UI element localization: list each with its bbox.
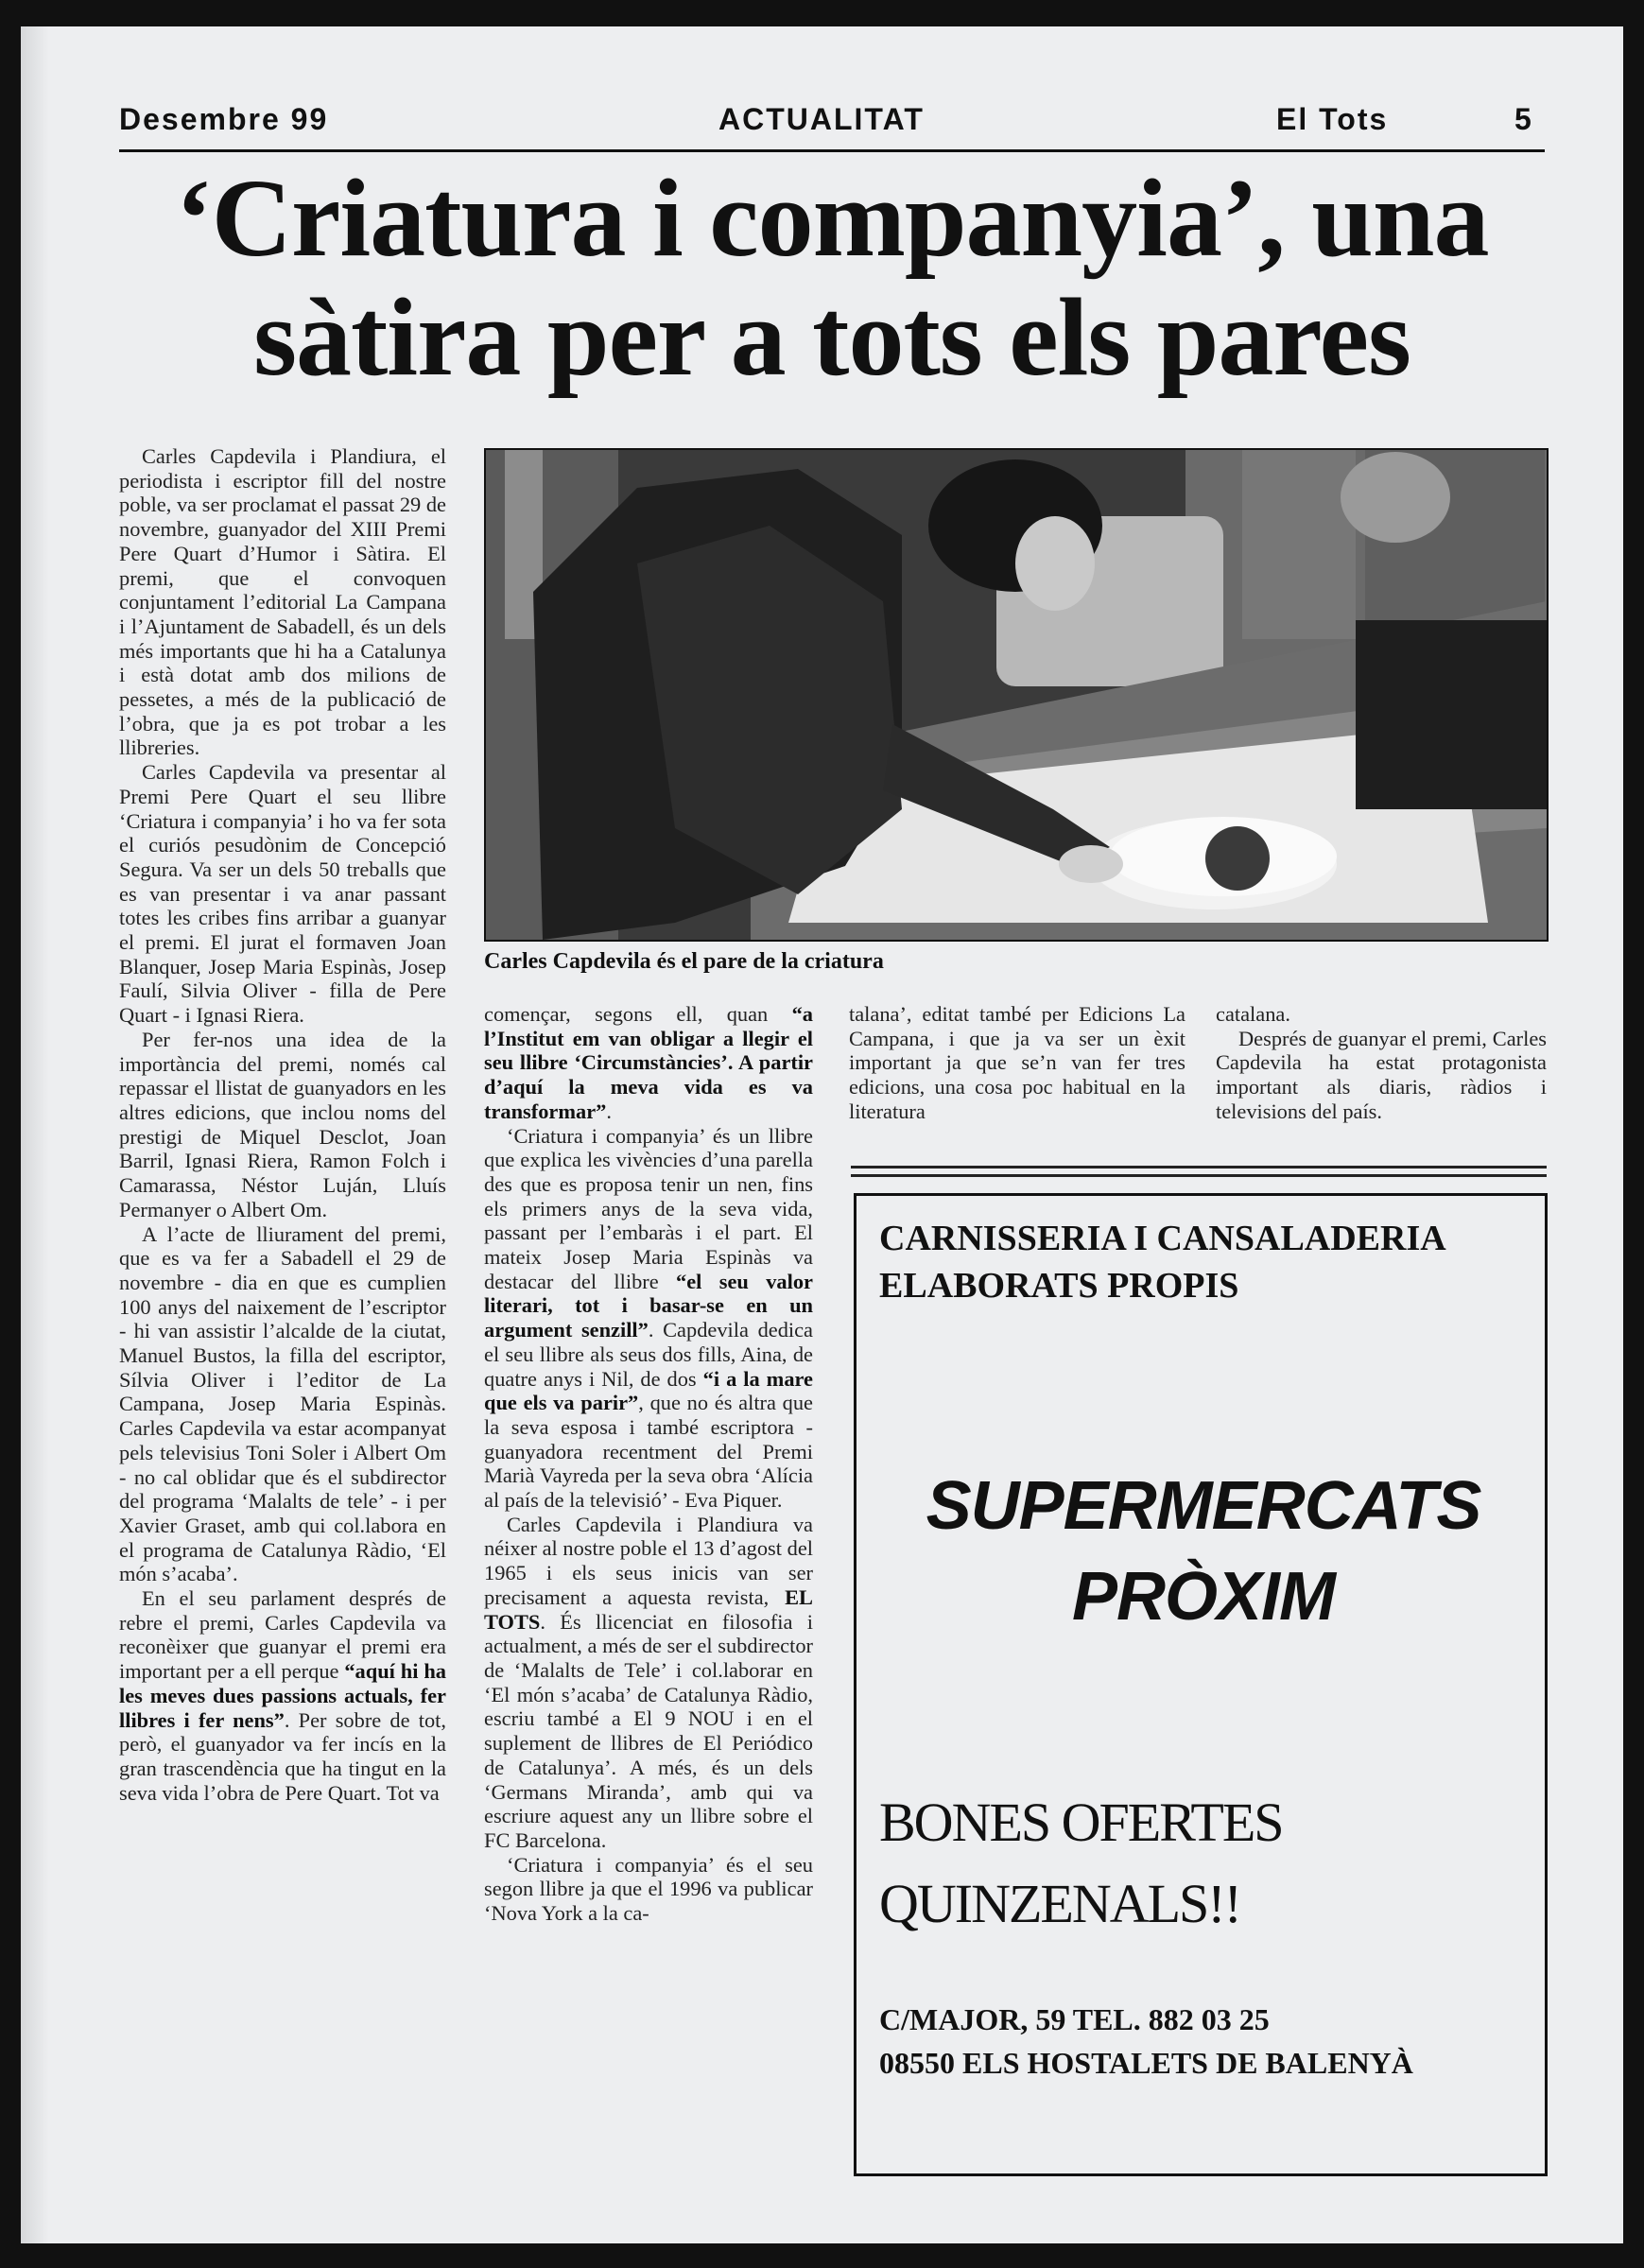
article-paragraph	[484, 1002, 813, 1124]
article-paragraph	[119, 1586, 446, 1805]
headline-line-1: ‘Criatura i companyia’, una	[175, 156, 1489, 280]
photo-caption: Carles Capdevila és el pare de la criatura	[484, 949, 884, 974]
double-rule-divider	[851, 1166, 1547, 1177]
text-run: començar, segons ell, quan	[484, 1002, 792, 1026]
ad-shop-name	[879, 1215, 1532, 1309]
article-paragraph: talana’, editat també per Edicions La Campana, i que ja va ser un èxit important ja que se’n van fer tres edicions, una cosa poc habitual en la literatura	[849, 1002, 1185, 1123]
article-paragraph: Després de guanyar el premi, Carles Capdevila ha estat protagonista important als diaris, ràdios i televisions del país.	[1216, 1026, 1547, 1123]
advertisement-box	[854, 1193, 1548, 2176]
ad-shop-line-1: CARNISSERIA I CANSALADERIA	[879, 1219, 1446, 1258]
headline-line-2: sàtira per a tots els pares	[253, 275, 1410, 399]
bold-run: EL TOTS	[484, 1584, 813, 1634]
article-column-2	[484, 1002, 813, 1926]
header-publication: El Tots	[1276, 102, 1389, 136]
ad-offer-text	[879, 1782, 1532, 1945]
ad-shop-line-2: ELABORATS PROPIS	[879, 1266, 1239, 1306]
header-section: ACTUALITAT	[718, 102, 925, 136]
ad-address-line-2: 08550 ELS HOSTALETS DE BALENYÀ	[879, 2046, 1413, 2080]
ad-brand-line-1: SUPERMERCATS	[926, 1468, 1481, 1544]
headline	[119, 156, 1545, 399]
header-page-number: 5	[1514, 102, 1533, 136]
article-paragraph	[484, 1124, 813, 1513]
quote-run: “i a la mare que els va parir”	[484, 1366, 813, 1415]
article-paragraph: A l’acte de lliurament del premi, que es va fer a Sabadell el 29 de novembre - dia en que es cumplien 100 anys del naixement de l’escriptor - hi van assistir l’alcalde de la ciutat, Manuel Bustos, la filla del escriptor, Sílvia Oliver i l’editor de La Campana, Josep Maria Espinàs. Carles Capdevila va estar acompanyat pels televisius Toni Soler i Albert Om - no cal oblidar que és el subdirector del programa ‘Malalts de tele’ - i per Xavier Graset, amb qui col.labora en el programa de Catalunya Ràdio, ‘El món s’acaba’.	[119, 1221, 446, 1586]
page-spine-shadow	[21, 26, 49, 2243]
text-run: En el seu parlament després de rebre el premi, Carles Capdevila va reconèixer que guanyar el premi era important per a ell perque	[119, 1586, 446, 1684]
header-date: Desembre 99	[119, 102, 329, 136]
quote-run: “el seu valor literari, tot i basar-se en un argument senzill”	[484, 1269, 813, 1342]
page-header	[119, 102, 1545, 144]
text-run: ‘Criatura i companyia’ és un llibre que explica les vivències d’una parella des que es proposa tenir un nen, fins els primers anys de la seva vida, passant per l’embaràs i el part. El mateix Josep Maria Espinàs va destacar del llibre	[484, 1123, 813, 1293]
ad-address	[879, 1998, 1532, 2085]
ad-brand-line-2: PRÒXIM	[1071, 1559, 1336, 1635]
text-run: . És llicenciat en filosofia i actualment, a més de ser el subdirector de ‘Malalts de Tele’ i col.laborar en ‘El món s’acaba’ de Catalunya Ràdio, escriu també a El 9 NOU i en el suplement de llibres de El Periódico de Catalunya’. A més, és un dels ‘Germans Miranda’, amb qui va escriure aquest any un llibre sobre el FC Barcelona.	[484, 1609, 813, 1852]
quote-run: “a l’Institut em van obligar a llegir el seu llibre ‘Circumstàncies’. A partir d’aquí la meva vida es va transformar”	[484, 1002, 813, 1123]
article-paragraph	[484, 1513, 813, 1853]
article-photo	[484, 448, 1549, 942]
text-run: Carles Capdevila i Plandiura va néixer al nostre poble el 13 d’agost del 1965 i els seus inicis van ser precisament a aquesta revista,	[484, 1512, 813, 1609]
article-column-3	[849, 1002, 1185, 1124]
ad-address-line-1: C/MAJOR, 59 TEL. 882 03 25	[879, 2002, 1270, 2036]
article-paragraph: ‘Criatura i companyia’ és el seu segon llibre ja que el 1996 va publicar ‘Nova York a la ca-	[484, 1852, 813, 1926]
text-run: , que no és altra que la seva esposa i també escriptora - guanyadora recentment del Premi Marià Vayreda per la seva obra ‘Alícia al país de la televisió’ - Eva Piquer.	[484, 1391, 813, 1513]
ad-offer-line-1: BONES OFERTES	[879, 1792, 1283, 1853]
quote-run: “aquí hi ha les meves dues passions actuals, fer llibres i fer nens”	[119, 1659, 446, 1732]
article-paragraph: Carles Capdevila i Plandiura, el periodista i escriptor fill del nostre poble, va ser proclamat el passat 29 de novembre, guanyador del XIII Premi Pere Quart d’Humor i Sàtira. El premi, que el convoquen conjuntament l’editorial La Campana i l’Ajuntament de Sabadell, és un dels més importants que hi ha a Catalunya i està dotat amb dos milions de pessetes, a més de la publicació de l’obra, que ja es pot trobar a les llibreries.	[119, 444, 446, 760]
text-run: . Per sobre de tot, però, el guanyador va fer incís en la gran trascendència que ha tingut en la seva vida l’obra de Pere Quart. Tot va	[119, 1707, 447, 1805]
text-run: . Capdevila dedica el seu llibre als seus dos fills, Aina, de quatre anys i Nil, de dos	[484, 1318, 813, 1391]
article-paragraph: catalana.	[1216, 1002, 1290, 1026]
article-column-4	[1216, 1002, 1547, 1124]
article-paragraph: Per fer-nos una idea de la importància del premi, només cal repassar el llistat de guanyadors en les altres edicions, que inclou noms del prestigi de Miquel Desclot, Joan Barril, Ignasi Riera, Ramon Folch i Camarassa, Néstor Luján, Lluís Permanyer o Albert Om.	[119, 1027, 446, 1221]
ad-offer-line-2: QUINZENALS!!	[879, 1873, 1240, 1934]
header-rule	[119, 149, 1545, 152]
article-column-1	[119, 444, 446, 1805]
text-run: .	[606, 1099, 612, 1123]
article-paragraph: Carles Capdevila va presentar al Premi Pere Quart el seu llibre ‘Criatura i companyia’ i ho va fer sota el curiós pesudònim de Concepció Segura. Va ser un dels 50 treballs que es van presentar i va anar passant totes les cribes fins arribar a guanyar el premi. El jurat el formaven Joan Blanquer, Josep Maria Espinàs, Josep Faulí, Silvia Oliver - filla de Pere Quart - i Ignasi Riera.	[119, 760, 446, 1028]
ad-brand-name	[857, 1461, 1550, 1642]
photo-illustration	[486, 450, 1547, 940]
